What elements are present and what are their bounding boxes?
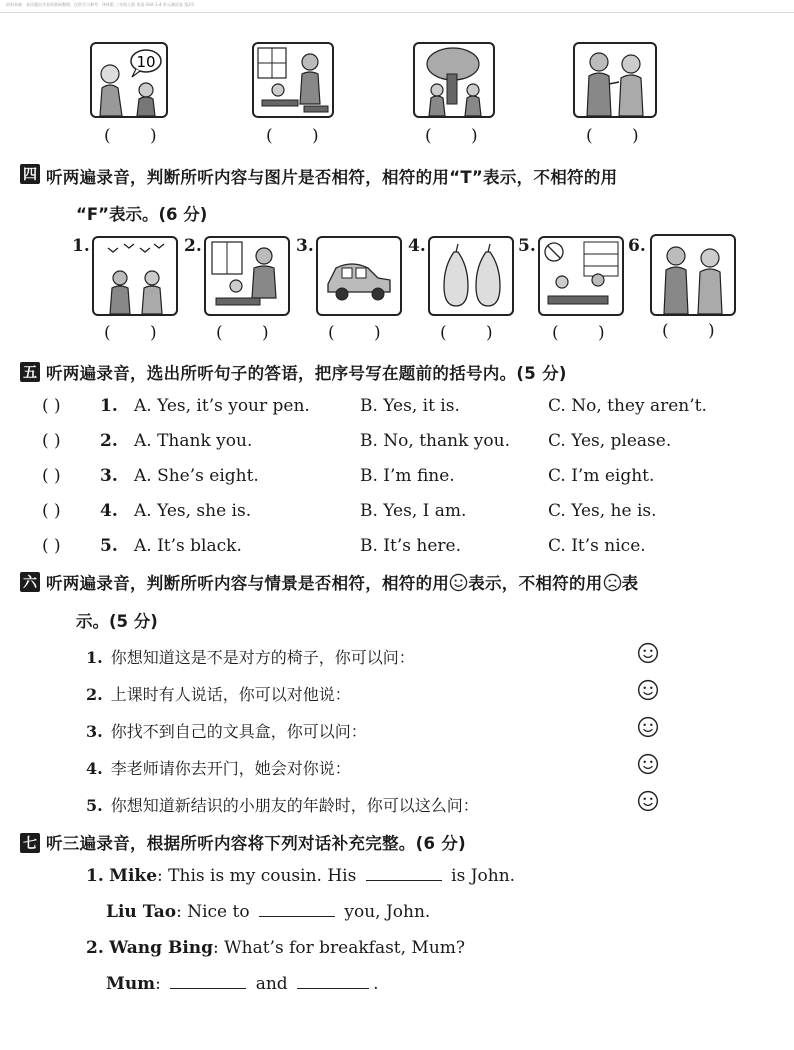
s5-bracket-5[interactable]: ( ): [42, 536, 61, 556]
dialog1-line2: [106, 902, 430, 922]
s5-num-2: 2.: [100, 431, 118, 451]
s5-option-a-2: A. Thank you.: [134, 431, 253, 451]
dialog1-text-b: is John.: [451, 866, 516, 886]
section4-title: 听两遍录音，判断所听内容与图片是否相符，相符的用“T”表示，不相符的用: [46, 168, 618, 187]
two-people-greeting-illustration: [575, 44, 655, 116]
blank-1[interactable]: [366, 879, 442, 881]
speaker-wang-bing: Wang Bing: [109, 938, 214, 958]
s5-bracket-1[interactable]: ( ): [42, 396, 61, 416]
dialog2-line2: [106, 974, 379, 994]
s5-option-b-2: B. No, thank you.: [360, 431, 510, 451]
s5-option-a-1: A. Yes, it’s your pen.: [134, 396, 310, 416]
top-picture-4: [573, 42, 657, 118]
dialog1-num: 1.: [86, 866, 104, 886]
section5-title: 听两遍录音，选出所听句子的答语，把序号写在题前的括号内。(5 分): [46, 364, 567, 383]
s5-option-c-4: C. Yes, he is.: [548, 501, 657, 521]
s5-bracket-3[interactable]: ( ): [42, 466, 61, 486]
section4-title-cont: “F”表示。(6 分): [76, 205, 208, 224]
s6-num-2: 2.: [86, 685, 103, 704]
s6-item-5: [86, 793, 479, 816]
library-illustration: [540, 238, 622, 314]
s4-picture-1: [92, 236, 178, 316]
section7-title: 听三遍录音，根据所听内容将下列对话补充完整。(6 分): [46, 834, 466, 853]
s4-answer-paren-3[interactable]: ( ): [328, 323, 382, 343]
dialog1-text-d: you, John.: [344, 902, 431, 922]
toy-car-illustration: [318, 238, 400, 314]
smile-face-icon[interactable]: [637, 790, 659, 812]
s6-item-1: [86, 645, 415, 668]
dialog1-text-c: : Nice to: [176, 902, 250, 922]
smile-face-icon[interactable]: [637, 716, 659, 738]
speaker-mike: Mike: [109, 866, 158, 886]
dialog2-num: 2.: [86, 938, 104, 958]
section6-title-part-c: 表: [621, 574, 639, 593]
dialog2-line1: [86, 938, 465, 958]
dialog2-and: and: [255, 974, 288, 994]
s4-picture-6: [650, 234, 736, 316]
s6-num-3: 3.: [86, 722, 103, 741]
s5-option-c-3: C. I’m eight.: [548, 466, 655, 486]
s4-answer-paren-1[interactable]: ( ): [104, 323, 158, 343]
s4-num-5: 5.: [518, 236, 536, 256]
speech-bubble-number: 10: [136, 53, 156, 71]
s5-option-a-3: A. She’s eight.: [134, 466, 259, 486]
two-children-illustration: [652, 236, 734, 314]
speaker-liu-tao: Liu Tao: [106, 902, 177, 922]
header-rule: [0, 12, 794, 13]
s6-item-2: [86, 682, 351, 705]
s4-num-3: 3.: [296, 236, 314, 256]
blank-3[interactable]: [170, 987, 246, 989]
children-birds-illustration: [94, 238, 176, 314]
s4-answer-paren-6[interactable]: ( ): [662, 321, 716, 341]
dialog2-colon: :: [155, 974, 161, 994]
s5-num-3: 3.: [100, 466, 118, 486]
s5-bracket-4[interactable]: ( ): [42, 501, 61, 521]
s5-option-c-5: C. It’s nice.: [548, 536, 646, 556]
blank-4[interactable]: [297, 987, 369, 989]
dialog1-text-a: : This is my cousin. His: [157, 866, 357, 886]
top-picture-2: [252, 42, 334, 118]
section6-title-part-a: 听两遍录音，判断所听内容与情景是否相符，相符的用: [46, 574, 450, 593]
s5-option-b-4: B. Yes, I am.: [360, 501, 467, 521]
section6-badge: 六: [20, 572, 40, 592]
section6-title: [46, 570, 638, 594]
smile-face-icon[interactable]: [637, 642, 659, 664]
s4-answer-paren-4[interactable]: ( ): [440, 323, 494, 343]
smile-face-icon: [449, 573, 468, 592]
section7-badge: 七: [20, 833, 40, 853]
s4-picture-3: [316, 236, 402, 316]
dialog1-line1: [86, 866, 515, 886]
section5-badge: 五: [20, 362, 40, 382]
s4-answer-paren-2[interactable]: ( ): [216, 323, 270, 343]
top-answer-paren-3[interactable]: ( ): [425, 126, 479, 146]
s4-picture-2: [204, 236, 290, 316]
top-picture-3: [413, 42, 495, 118]
dialog2-period: .: [373, 974, 379, 994]
pears-illustration: [430, 238, 512, 314]
s4-num-4: 4.: [408, 236, 426, 256]
s5-option-c-2: C. Yes, please.: [548, 431, 672, 451]
window-teacher-illustration: [206, 238, 288, 314]
s5-option-a-5: A. It’s black.: [134, 536, 242, 556]
s5-option-b-5: B. It’s here.: [360, 536, 461, 556]
s5-option-a-4: A. Yes, she is.: [134, 501, 252, 521]
section6-title-cont: 示。(5 分): [76, 612, 158, 631]
s4-picture-5: [538, 236, 624, 316]
s5-num-4: 4.: [100, 501, 118, 521]
top-picture-1: [90, 42, 168, 118]
tree-children-illustration: [415, 44, 493, 116]
section4-badge: 四: [20, 164, 40, 184]
smile-face-icon[interactable]: [637, 753, 659, 775]
s6-item-3: [86, 719, 367, 742]
s5-option-c-1: C. No, they aren’t.: [548, 396, 707, 416]
s4-num-2: 2.: [184, 236, 202, 256]
s6-num-1: 1.: [86, 648, 103, 667]
classroom-illustration: [254, 44, 332, 116]
s6-num-5: 5.: [86, 796, 103, 815]
s6-item-4: [86, 756, 351, 779]
s5-bracket-2[interactable]: ( ): [42, 431, 61, 451]
s6-text-5: 你想知道新结识的小朋友的年龄时，你可以这么问：: [110, 796, 479, 815]
s6-text-1: 你想知道这是不是对方的椅子，你可以问：: [110, 648, 415, 667]
header-small-text: 资料来源：本试题由学易资源网整理，仅供学习参考 · 译林版 三年级上册 英语 Unit 1-4 单元测试卷 第2页: [6, 2, 195, 7]
top-answer-paren-2[interactable]: ( ): [266, 126, 320, 146]
s6-text-4: 李老师请你去开门，她会对你说：: [110, 759, 351, 778]
section6-title-part-b: 表示，不相符的用: [468, 574, 603, 593]
s4-num-1: 1.: [72, 236, 90, 256]
smile-face-icon[interactable]: [637, 679, 659, 701]
speaker-mum: Mum: [106, 974, 156, 994]
blank-2[interactable]: [259, 915, 335, 917]
s6-text-3: 你找不到自己的文具盒，你可以问：: [110, 722, 367, 741]
s6-num-4: 4.: [86, 759, 103, 778]
s5-num-1: 1.: [100, 396, 118, 416]
sad-face-icon: [603, 573, 622, 592]
s5-num-5: 5.: [100, 536, 118, 556]
top-answer-paren-4[interactable]: ( ): [586, 126, 640, 146]
s4-picture-4: [428, 236, 514, 316]
s6-text-2: 上课时有人说话，你可以对他说：: [110, 685, 351, 704]
dialog2-text-a: : What’s for breakfast, Mum?: [213, 938, 466, 958]
s5-option-b-3: B. I’m fine.: [360, 466, 455, 486]
s4-answer-paren-5[interactable]: ( ): [552, 323, 606, 343]
teacher-student-illustration: [92, 44, 166, 116]
top-answer-paren-1[interactable]: ( ): [104, 126, 158, 146]
s5-option-b-1: B. Yes, it is.: [360, 396, 460, 416]
s4-num-6: 6.: [628, 236, 646, 256]
